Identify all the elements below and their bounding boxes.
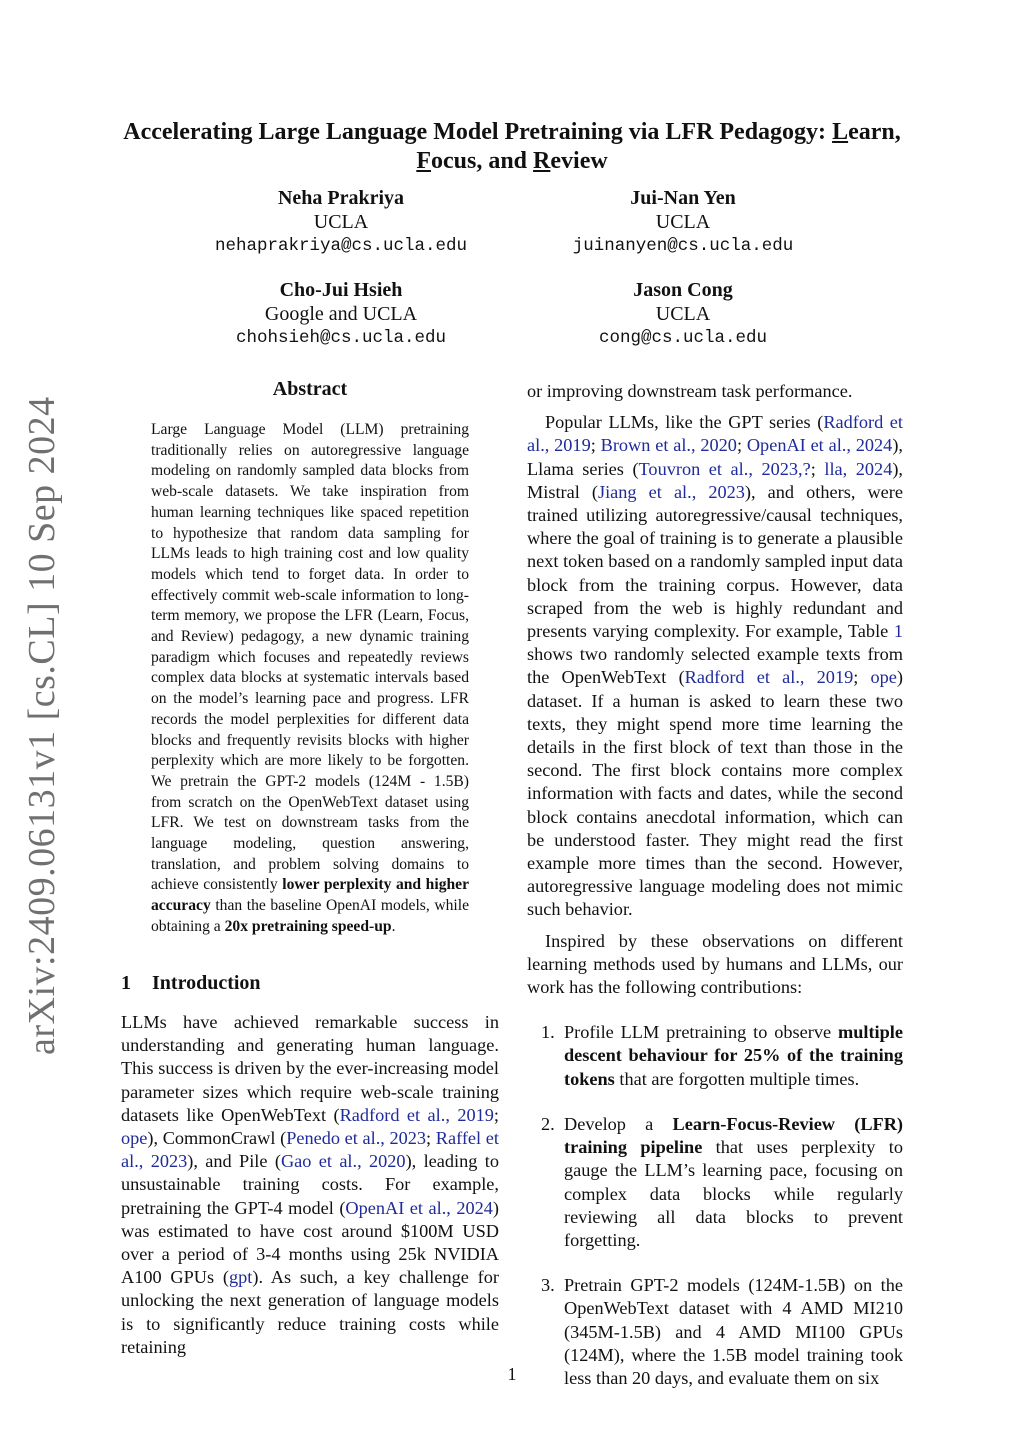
author-email[interactable]: chohsieh@cs.ucla.edu — [235, 328, 447, 348]
author-name: Cho-Jui Hsieh — [279, 279, 403, 301]
list-item: 1. Profile LLM pretraining to observe multiple descent behaviour for 25% of the training tokens that are forgotten multiple times. — [541, 1022, 903, 1089]
intro-right-column — [527, 380, 903, 1412]
author-email[interactable]: juinanyen@cs.ucla.edu — [572, 236, 794, 256]
author-block — [181, 186, 501, 258]
citation-link[interactable]: Touvron et al., 2023,? — [638, 458, 811, 479]
table-reference-link[interactable]: 1 — [893, 621, 903, 642]
arxiv-identifier-stamp: arXiv:2409.06131v1 [cs.CL] 10 Sep 2024 — [21, 396, 63, 1055]
page-number: 1 — [507, 1364, 517, 1384]
intro-paragraph-left: LLMs have achieved remarkable success in understanding and generating human language. This success is driven by the ever-increasing model parameter sizes which require web-scale training datasets like OpenWebText (Radford et al., 2019; ope), CommonCrawl (Penedo et al., 2023; Raffel et al., 2023), and Pile (Gao et al., 2020), leading to unsustainable training costs. For example, pretraining the GPT-4 model (OpenAI et al., 2024) was estimated to have cost around $100M USD over a period of 3-4 months using 25k NVIDIA A100 GPUs (gpt). As such, a key challenge for unlocking the next generation of language models is to significantly reduce training costs while retaining — [121, 1012, 499, 1357]
intro-paragraph: or improving downstream task performance. — [527, 381, 853, 401]
citation-link[interactable]: OpenAI et al., 2024 — [345, 1197, 493, 1218]
citation-link[interactable]: ope — [870, 667, 897, 688]
author-block — [523, 278, 843, 350]
citation-link[interactable]: Raffel et al., 2023 — [121, 1128, 499, 1172]
author-name: Jason Cong — [633, 279, 733, 301]
author-affiliation: Google and UCLA — [264, 303, 418, 325]
intro-paragraph: Inspired by these observations on different learning methods used by humans and LLMs, our work has the following contributions: — [527, 930, 903, 998]
citation-link[interactable]: OpenAI et al., 2024 — [746, 435, 893, 456]
author-block — [181, 278, 501, 350]
citation-link[interactable]: Radford et al., 2019 — [339, 1104, 494, 1125]
author-affiliation: UCLA — [655, 303, 711, 325]
intro-paragraph: Popular LLMs, like the GPT series (Radford et al., 2019; Brown et al., 2020; OpenAI et al., 2024), Llama series (Touvron et al., 2023,?; lla, 2024), Mistral (Jiang et al., 2023), and others, were trained utilizing autoregressive/causal techniques, where the goal of training is to generate a plausible next token based on a randomly sampled input data block from the training corpus. However, data scraped from the web is highly redundant and presents varying complexity. For example, Table 1 shows two randomly selected example texts from the OpenWebText (Radford et al., 2019; ope) dataset. If a human is asked to learn these two texts, they might spend more time learning the details in the first block of text than those in the second. The first block contains more complex information with facts and dates, while the second block contains anecdotal information, which can be understood faster. They might read the first example more times than the second. However, autoregressive language modeling does not mimic such behavior. — [527, 412, 904, 920]
citation-link[interactable]: ope — [121, 1128, 148, 1149]
citation-link[interactable]: Jiang et al., 2023 — [597, 481, 745, 502]
author-email[interactable]: nehaprakriya@cs.ucla.edu — [214, 236, 468, 256]
citation-link[interactable]: Penedo et al., 2023 — [286, 1128, 427, 1149]
citation-link[interactable]: Brown et al., 2020 — [600, 435, 737, 456]
author-name: Neha Prakriya — [277, 187, 405, 209]
list-item: 3. Pretrain GPT-2 models (124M-1.5B) on the OpenWebText dataset with 4 AMD MI210 (345M-1.5B) and 4 AMD MI100 GPUs (124M), where the 1.5B model training took less than 20 days, and evaluate them on six — [541, 1275, 903, 1388]
paper-title: Accelerating Large Language Model Pretraining via LFR Pedagogy: Learn, Focus, and Review — [123, 119, 901, 174]
author-email[interactable]: cong@cs.ucla.edu — [598, 328, 768, 348]
contributions-list — [527, 1021, 903, 1390]
citation-link[interactable]: Radford et al., 2019 — [527, 412, 903, 456]
list-item: 2. Develop a Learn-Focus-Review (LFR) training pipeline that uses perplexity to gauge the LLM’s learning pace, focusing on complex data blocks while regularly reviewing all data blocks to prevent forgetting. — [541, 1113, 904, 1250]
citation-link[interactable]: gpt — [228, 1267, 253, 1288]
abstract-heading: Abstract — [272, 378, 348, 400]
citation-link[interactable]: Gao et al., 2020 — [280, 1151, 406, 1172]
abstract-text: Large Language Model (LLM) pretraining traditionally relies on autoregressive language modeling on randomly sampled data blocks from web-scale datasets. We take inspiration from human learning techniques like spaced repetition to hypothesize that random data sampling for LLMs leads to high training cost and low quality models which tend to forget data. In order to effectively commit web-scale information to long-term memory, we propose the LFR (Learn, Focus, and Review) pedagogy, a new dynamic training paradigm which focuses and repeatedly reviews complex data blocks at systematic intervals based on the model’s learning pace and progress. LFR records the model perplexities for different data blocks and frequently revisits blocks with higher perplexity which are more likely to be forgotten. We pretrain the GPT-2 models (124M - 1.5B) from scratch on the OpenWebText dataset using LFR. We test on downstream tasks from the language modeling, question answering, translation, and problem solving domains to achieve consistently lower perplexity and higher accuracy than the baseline OpenAI models, while obtaining a 20x pretraining speed-up. — [151, 421, 469, 935]
section-heading-introduction: 1 Introduction — [121, 972, 261, 994]
author-block — [523, 186, 843, 258]
author-affiliation: UCLA — [313, 211, 369, 233]
author-name: Jui-Nan Yen — [630, 187, 736, 209]
citation-link[interactable]: lla, 2024 — [824, 458, 893, 479]
citation-link[interactable]: Radford et al., 2019 — [684, 667, 854, 688]
author-affiliation: UCLA — [655, 211, 711, 233]
